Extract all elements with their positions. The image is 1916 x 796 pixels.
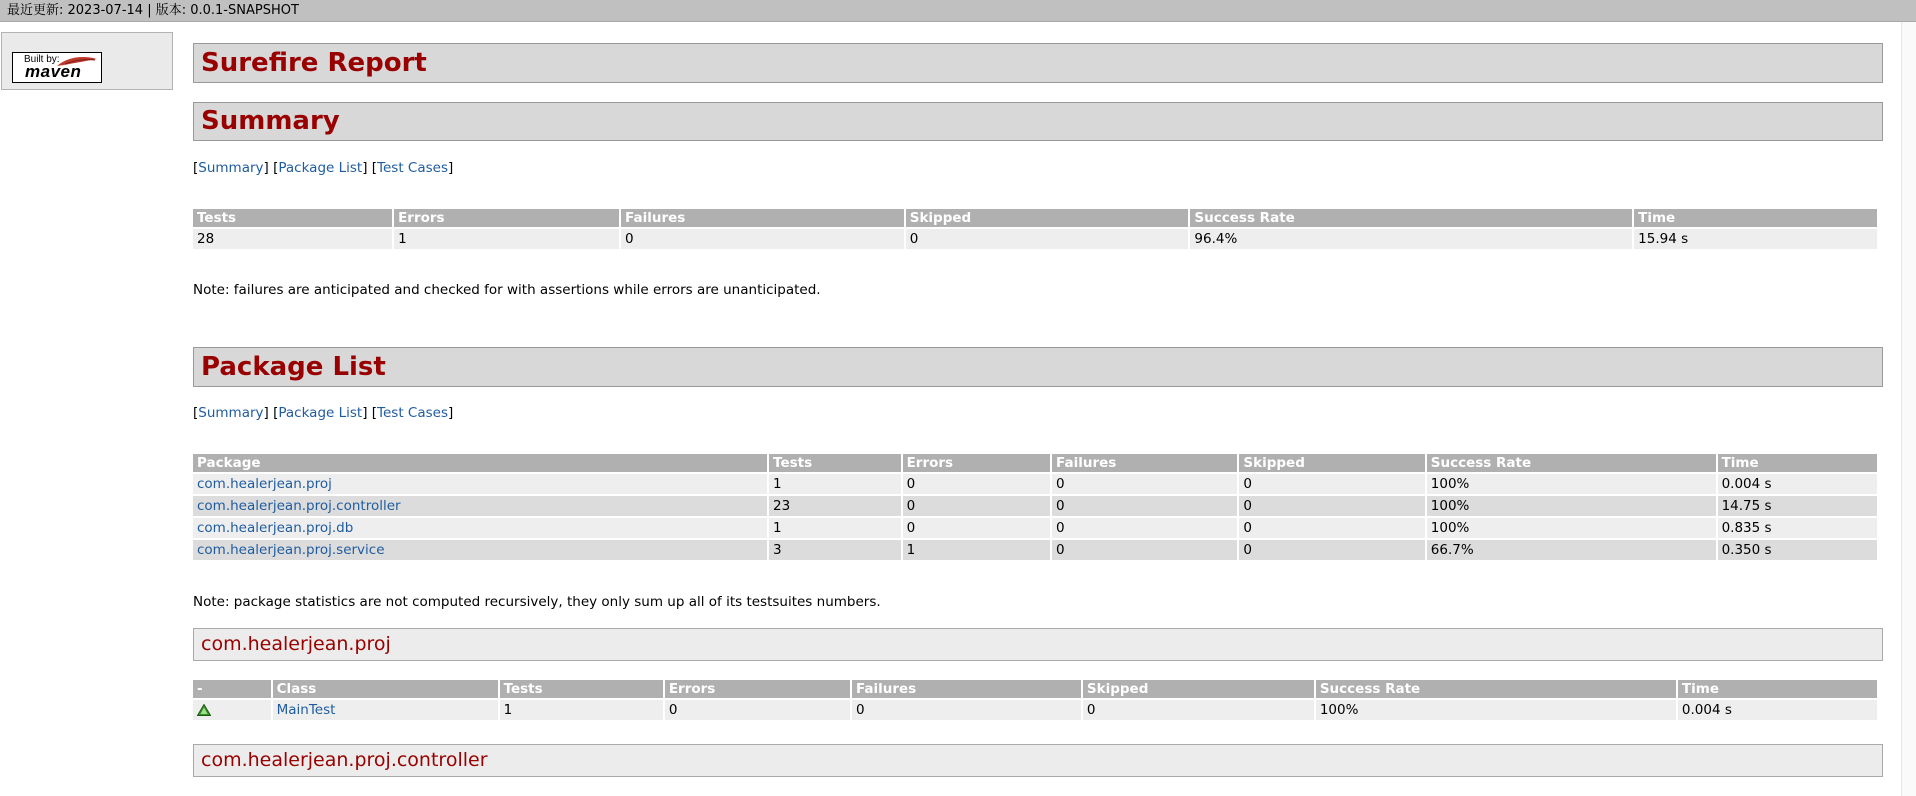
package-list-note: Note: package statistics are not computed recursively, they only sum up all of its testsuites numbers. [193,594,881,610]
summary-nav: [Summary] [Package List] [Test Cases] [193,160,454,176]
cell-failures: 0 [852,700,1081,720]
built-by-label: Built by: [24,54,60,65]
row-link[interactable]: com.healerjean.proj [197,476,332,492]
cell-success-rate: 100% [1316,700,1676,720]
column-header-tests: Tests [500,680,663,698]
nav-summary-link[interactable]: Summary [198,160,264,176]
column-header-errors: Errors [903,454,1050,472]
column-header-failures: Failures [1052,454,1237,472]
cell-errors: 1 [394,229,619,249]
cell-success-rate: 66.7% [1427,540,1716,560]
summary-note: Note: failures are anticipated and checked for with assertions while errors are unanticipated. [193,282,821,298]
report-title: Surefire Report [193,43,1883,83]
cell-failures: 0 [1052,474,1237,494]
class-table-row [193,700,1877,720]
row-link[interactable]: MainTest [276,702,336,718]
cell-failures: 0 [621,229,904,249]
version-banner [0,0,1916,22]
column-header-time: Time [1634,209,1877,227]
row-link[interactable]: com.healerjean.proj.controller [197,498,401,514]
cell-time: 14.75 s [1718,496,1877,516]
summary-table [191,207,1879,251]
package-proj-class-table [191,678,1879,722]
row-link[interactable]: com.healerjean.proj.service [197,542,385,558]
package-list-table [191,452,1879,562]
cell-skipped: 0 [1239,496,1424,516]
cell-tests: 28 [193,229,392,249]
column-header-package: Package [193,454,767,472]
package-list-nav: [Summary] [Package List] [Test Cases] [193,405,454,421]
cell-success-rate: 96.4% [1190,229,1632,249]
package-row [193,496,1877,516]
cell-package [193,540,767,560]
cell-failures: 0 [1052,496,1237,516]
column-header-errors: Errors [665,680,850,698]
package-list-heading: Package List [193,347,1883,387]
cell-class [273,700,498,720]
success-triangle-icon [197,704,211,716]
package-proj-heading: com.healerjean.proj [193,628,1883,661]
cell-errors: 0 [665,700,850,720]
cell-success-rate: 100% [1427,474,1716,494]
column-header-tests: Tests [193,209,392,227]
cell-package [193,474,767,494]
cell-success-rate: 100% [1427,518,1716,538]
cell-tests: 3 [769,540,901,560]
cell-status [193,700,271,720]
column-header-time: Time [1718,454,1877,472]
summary-heading: Summary [193,102,1883,141]
column-header-success-rate: Success Rate [1427,454,1716,472]
cell-failures: 0 [1052,540,1237,560]
column-header-success-rate: Success Rate [1316,680,1676,698]
cell-time: 0.835 s [1718,518,1877,538]
package-row [193,474,1877,494]
cell-time: 15.94 s [1634,229,1877,249]
column-header-success-rate: Success Rate [1190,209,1632,227]
cell-skipped: 0 [1083,700,1314,720]
built-by-maven-logo[interactable] [12,52,102,83]
cell-package [193,518,767,538]
column-header-skipped: Skipped [1239,454,1424,472]
cell-tests: 23 [769,496,901,516]
nav-package-list-link[interactable]: Package List [278,405,363,421]
column-header-time: Time [1678,680,1877,698]
package-controller-heading: com.healerjean.proj.controller [193,744,1883,777]
package-row [193,540,1877,560]
package-row [193,518,1877,538]
cell-errors: 0 [903,518,1050,538]
column-header-class: Class [273,680,498,698]
column-header-status: - [193,680,271,698]
left-column [1,32,173,90]
cell-skipped: 0 [906,229,1189,249]
class-table-header [193,680,1877,698]
cell-time: 0.350 s [1718,540,1877,560]
cell-tests: 1 [769,518,901,538]
column-header-errors: Errors [394,209,619,227]
cell-errors: 0 [903,474,1050,494]
cell-errors: 0 [903,496,1050,516]
cell-skipped: 0 [1239,540,1424,560]
nav-package-list-link[interactable]: Package List [278,160,363,176]
cell-skipped: 0 [1239,474,1424,494]
nav-summary-link[interactable]: Summary [198,405,264,421]
cell-skipped: 0 [1239,518,1424,538]
summary-table-row [193,229,1877,249]
column-header-failures: Failures [852,680,1081,698]
cell-errors: 1 [903,540,1050,560]
nav-test-cases-link[interactable]: Test Cases [377,405,448,421]
package-list-table-header [193,454,1877,472]
column-header-tests: Tests [769,454,901,472]
cell-failures: 0 [1052,518,1237,538]
column-header-skipped: Skipped [906,209,1189,227]
row-link[interactable]: com.healerjean.proj.db [197,520,354,536]
column-header-failures: Failures [621,209,904,227]
column-header-skipped: Skipped [1083,680,1314,698]
cell-time: 0.004 s [1718,474,1877,494]
cell-package [193,496,767,516]
summary-table-header [193,209,1877,227]
nav-test-cases-link[interactable]: Test Cases [377,160,448,176]
vertical-scrollbar[interactable] [1901,22,1916,796]
cell-success-rate: 100% [1427,496,1716,516]
banner-text: 最近更新: 2023-07-14 | 版本: 0.0.1-SNAPSHOT [7,3,299,18]
maven-wordmark: maven [25,62,82,81]
cell-tests: 1 [500,700,663,720]
cell-time: 0.004 s [1678,700,1877,720]
cell-tests: 1 [769,474,901,494]
